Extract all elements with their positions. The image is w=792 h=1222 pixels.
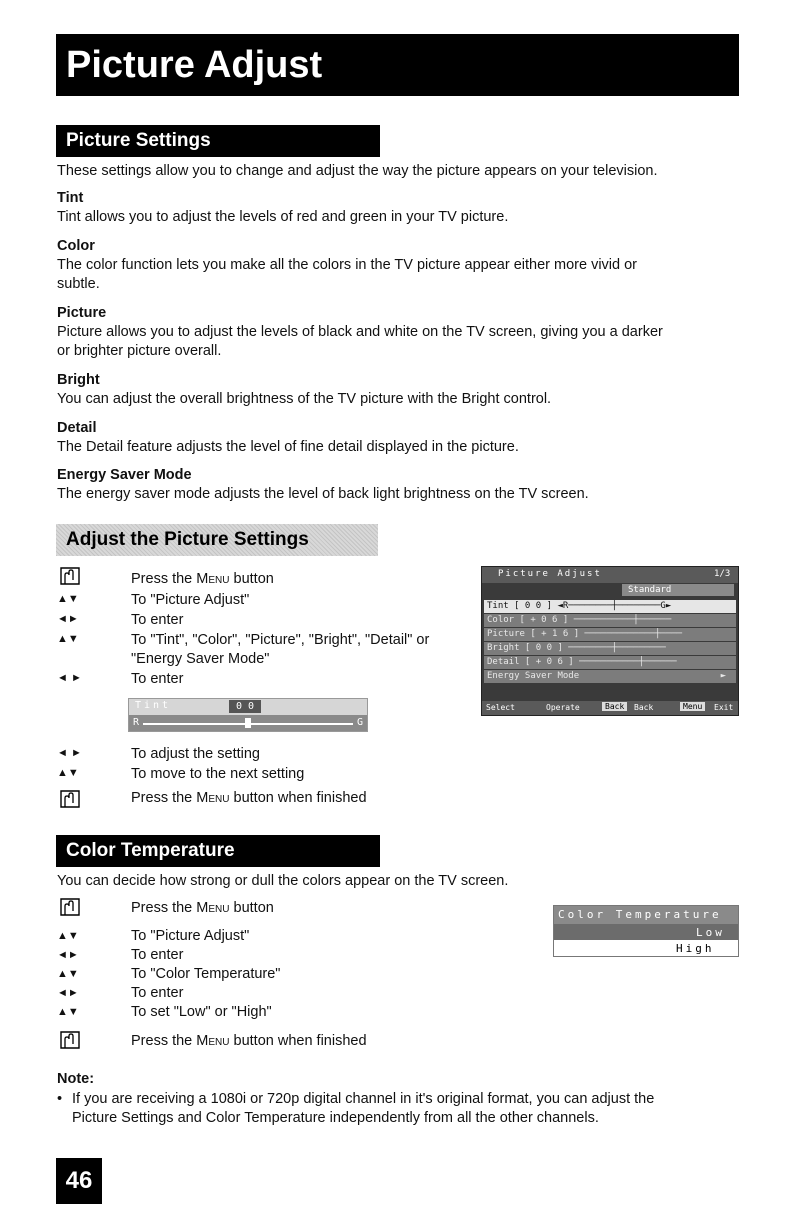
term-detail: Detail: [57, 420, 97, 436]
tint-right-label: G: [357, 717, 364, 728]
adjust-step-5: To enter: [131, 671, 184, 687]
menu-row-detail[interactable]: Detail [ + 0 6 ] ───────────┼──────: [484, 656, 736, 669]
tint-left-label: R: [133, 717, 140, 728]
left-right-arrow-icon: ◄ ►: [57, 747, 82, 759]
adjust-step-6: To adjust the setting: [131, 746, 260, 762]
up-down-arrow-icon: ▲▼: [57, 930, 79, 942]
tint-label: Tint: [135, 700, 172, 711]
ct-step-1: Press the Menu button: [131, 900, 274, 916]
menu-row-tint[interactable]: Tint [ 0 0 ] ◄R────────┼────────G►: [484, 600, 736, 613]
picture-adjust-menu-screenshot: [481, 566, 739, 716]
adjust-step-4b: "Energy Saver Mode": [131, 651, 270, 667]
section-heading-color-temperature: Color Temperature: [56, 835, 380, 867]
term-color: Color: [57, 238, 95, 254]
term-picture: Picture: [57, 305, 107, 321]
tint-adjust-screenshot: [128, 698, 368, 732]
menu-footer-select: Select: [486, 703, 515, 712]
section-heading-adjust: Adjust the Picture Settings: [56, 524, 378, 556]
desc-picture-1: Picture allows you to adjust the levels of black and white on the TV screen, giving you a darker: [57, 324, 663, 340]
menu-hand-icon: [57, 1028, 83, 1054]
menu-footer-back: Back: [634, 703, 654, 712]
ct-screen-title: Color Temperature: [554, 906, 739, 924]
ct-step-3: To enter: [131, 947, 184, 963]
up-down-arrow-icon: ▲▼: [57, 968, 79, 980]
menu-footer-operate: Operate: [546, 703, 580, 712]
desc-color-2: subtle.: [57, 276, 100, 292]
menu-footer-back-key: Back: [602, 702, 627, 711]
desc-color-1: The color function lets you make all the colors in the TV picture appear either more vivid or: [57, 257, 638, 273]
menu-title: Picture Adjust: [498, 569, 602, 579]
desc-picture-2: or brighter picture overall.: [57, 343, 222, 359]
ct-step-7: Press the Menu button when finished: [131, 1033, 367, 1049]
color-temperature-screenshot: [553, 905, 739, 957]
left-right-arrow-icon: ◄►: [57, 949, 79, 961]
menu-row-color[interactable]: Color [ + 0 6 ] ───────────┼──────: [484, 614, 736, 627]
left-right-arrow-icon: ◄►: [57, 613, 79, 625]
page-number: 46: [56, 1158, 102, 1204]
menu-hand-icon: [57, 564, 83, 590]
adjust-step-3: To enter: [131, 612, 184, 628]
tint-slider-thumb[interactable]: [245, 718, 251, 728]
ct-step-2: To "Picture Adjust": [131, 928, 250, 944]
ct-step-6: To set "Low" or "High": [131, 1004, 272, 1020]
menu-hand-icon: [57, 787, 83, 813]
note-label: Note:: [57, 1071, 95, 1087]
picture-settings-intro: These settings allow you to change and adjust the way the picture appears on your television.: [57, 163, 658, 179]
page-title: Picture Adjust: [56, 34, 739, 96]
note-bullet-dot: •: [57, 1091, 63, 1107]
desc-bright: You can adjust the overall brightness of the TV picture with the Bright control.: [57, 391, 552, 407]
desc-tint: Tint allows you to adjust the levels of red and green in your TV picture.: [57, 209, 509, 225]
term-tint: Tint: [57, 190, 84, 206]
menu-page: 1/3: [714, 569, 731, 579]
desc-detail: The Detail feature adjusts the level of fine detail displayed in the picture.: [57, 439, 519, 455]
color-temp-intro: You can decide how strong or dull the colors appear on the TV screen.: [57, 873, 509, 889]
note-text-1: If you are receiving a 1080i or 720p digital channel in it's original format, you can adjust the: [72, 1091, 655, 1107]
menu-row-picture[interactable]: Picture [ + 1 6 ] ─────────────┼────: [484, 628, 736, 641]
section-heading-picture-settings: Picture Settings: [56, 125, 380, 157]
menu-mode: Standard: [622, 584, 734, 596]
left-right-arrow-icon: ◄ ►: [57, 672, 82, 684]
tint-value: 0 0: [229, 700, 261, 713]
term-bright: Bright: [57, 372, 100, 388]
up-down-arrow-icon: ▲▼: [57, 767, 79, 779]
menu-row-bright[interactable]: Bright [ 0 0 ] ────────┼─────────: [484, 642, 736, 655]
up-down-arrow-icon: ▲▼: [57, 1006, 79, 1018]
menu-footer-menu-key: Menu: [680, 702, 705, 711]
menu-row-energy-saver[interactable]: Energy Saver Mode ►: [484, 670, 736, 683]
adjust-step-2: To "Picture Adjust": [131, 592, 250, 608]
adjust-step-8: Press the Menu button when finished: [131, 790, 367, 806]
ct-option-high[interactable]: High: [676, 942, 715, 955]
ct-step-4: To "Color Temperature": [131, 966, 281, 982]
menu-footer-exit: Exit: [714, 703, 734, 712]
adjust-step-4: To "Tint", "Color", "Picture", "Bright", "Detail" or: [131, 632, 430, 648]
left-right-arrow-icon: ◄►: [57, 987, 79, 999]
adjust-step-7: To move to the next setting: [131, 766, 305, 782]
desc-energy-saver: The energy saver mode adjusts the level of back light brightness on the TV screen.: [57, 486, 589, 502]
up-down-arrow-icon: ▲▼: [57, 593, 79, 605]
up-down-arrow-icon: ▲▼: [57, 633, 79, 645]
ct-step-5: To enter: [131, 985, 184, 1001]
ct-option-low[interactable]: Low: [696, 926, 725, 939]
menu-hand-icon: [57, 895, 83, 921]
adjust-step-1: Press the Menu button: [131, 571, 274, 587]
term-energy-saver: Energy Saver Mode: [57, 467, 192, 483]
note-text-2: Picture Settings and Color Temperature independently from all the other channels.: [72, 1110, 599, 1126]
